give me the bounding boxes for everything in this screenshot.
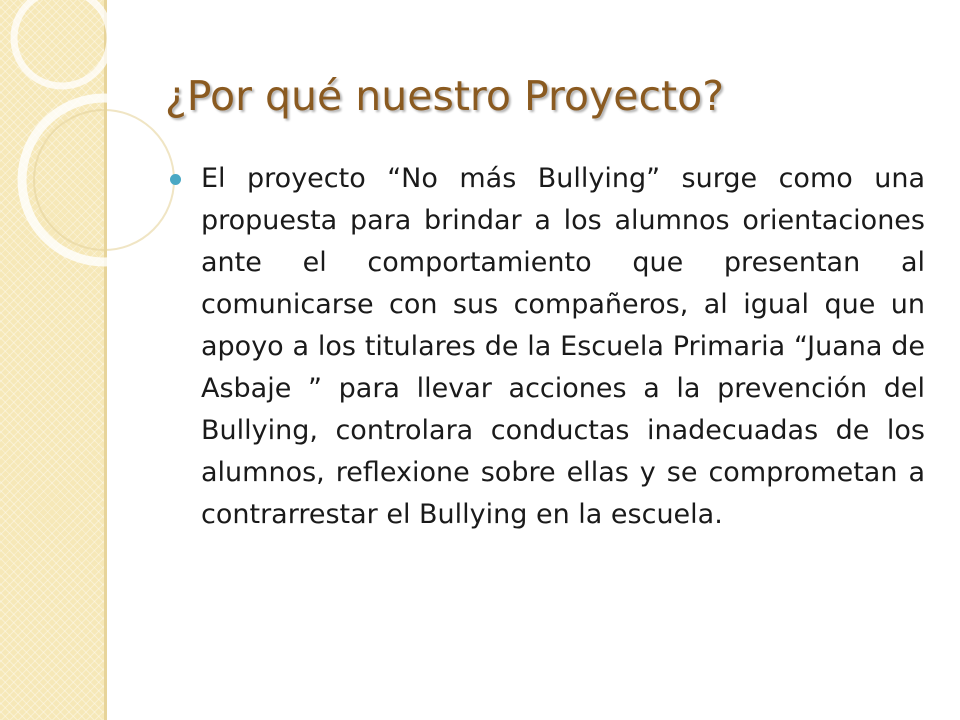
bullet-item (170, 158, 925, 536)
decorative-circle-bottom-inner (34, 110, 174, 250)
slide-title: ¿Por qué nuestro Proyecto? (165, 72, 724, 120)
decorative-circle-top (14, 0, 110, 86)
decorative-circle-bottom (22, 98, 186, 262)
bullet-text: El proyecto “No más Bullying” surge como una propuesta para brindar a los alumnos orientaciones ante el comportamiento que presentan al comunicarse con sus compañeros, al igual que un apoyo a los titulares de la Escuela Primaria “Juana de Asbaje ” para llevar acciones a la prevención del Bullying, controlara conductas inadecuadas de los alumnos, reflexione sobre ellas y se comprometan a contrarrestar el Bullying en la escuela. (201, 163, 925, 530)
slide-content (170, 158, 925, 536)
bullet-dot-icon (170, 174, 181, 185)
